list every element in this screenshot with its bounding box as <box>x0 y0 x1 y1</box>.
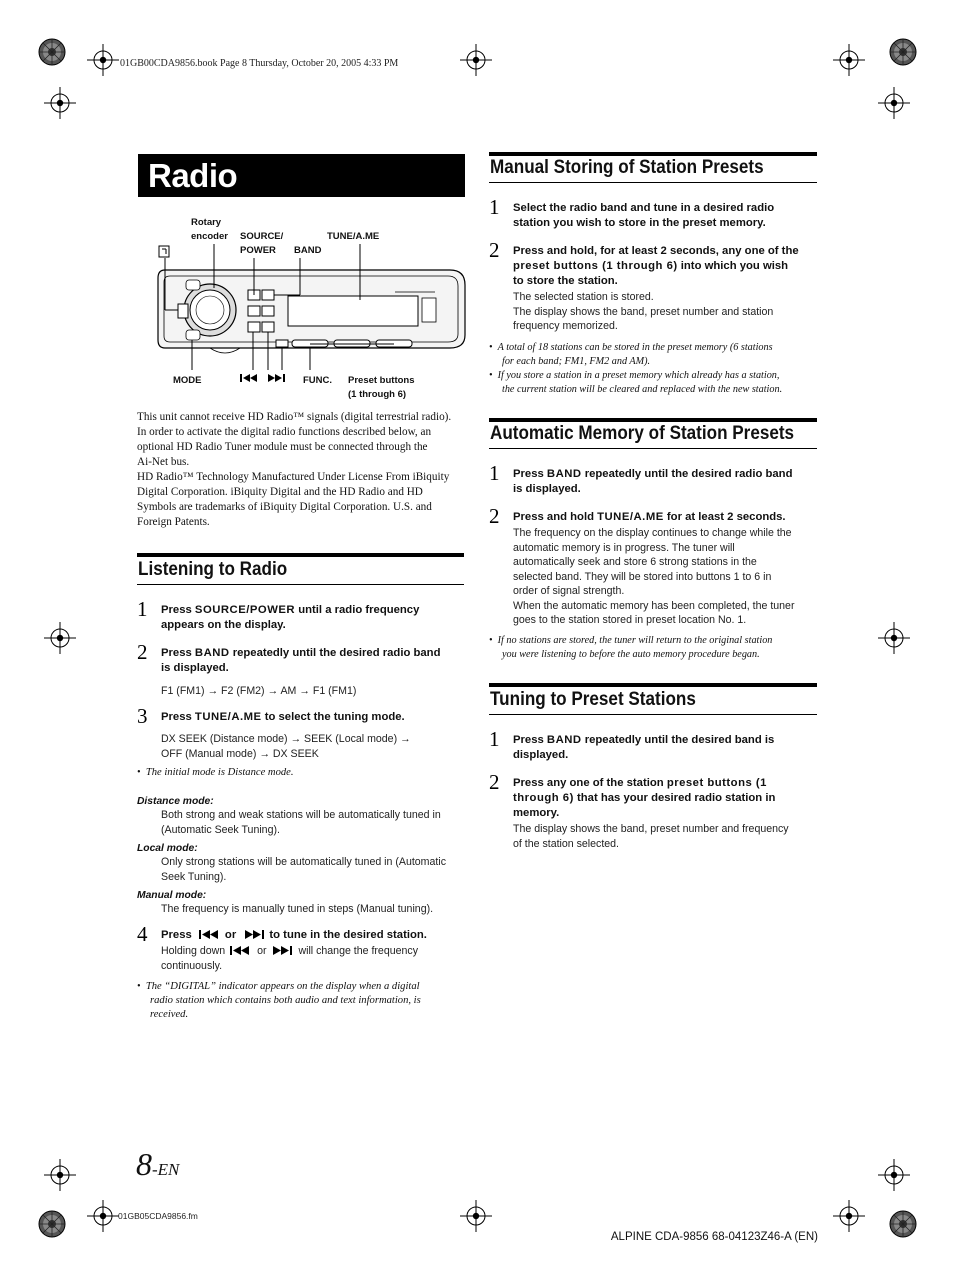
step-number: 1 <box>489 461 500 485</box>
rule-top-listening <box>137 553 464 557</box>
seek-forward-icon <box>243 930 265 939</box>
step-text: Press and hold, for at least 2 seconds, any one of the preset buttons (1 through 6) into which you wish to store the station. <box>513 245 799 287</box>
step-text: Select the radio band and tune in a desired radio station you wish to store in the preset memory. <box>513 202 775 229</box>
label-tune: TUNE/A.ME <box>327 231 380 242</box>
local-mode-label: Local mode: <box>137 843 198 854</box>
step-number: 1 <box>489 195 500 219</box>
distance-mode-label: Distance mode: <box>137 796 214 807</box>
seek-back-icon <box>240 374 257 382</box>
open-icon <box>159 246 169 257</box>
auto-note: • If no stations are stored, the tuner will return to the original station you were listening to before the auto memory procedure began. <box>489 635 773 660</box>
step-text: Press TUNE/A.ME to select the tuning mode. <box>161 711 405 723</box>
rule-bottom-manual <box>489 182 817 183</box>
seek-back-icon <box>230 946 252 955</box>
label-band: BAND <box>294 245 322 256</box>
footer-filename: 01GB05CDA9856.fm <box>118 1211 198 1221</box>
label-power: POWER <box>240 245 276 256</box>
label-mode: MODE <box>173 375 202 386</box>
seek-forward-icon <box>268 374 285 382</box>
label-preset: Preset buttons <box>348 375 415 386</box>
distance-mode-text: Both strong and weak stations will be automatically tuned in (Automatic Seek Tuning). <box>161 809 441 836</box>
section-title-auto: Automatic Memory of Station Presets <box>490 423 795 444</box>
manual-mode-label: Manual mode: <box>137 890 207 901</box>
section-title-listening: Listening to Radio <box>138 559 288 580</box>
digital-note: • The “DIGITAL” indicator appears on the display when a digital radio station which contains both audio and text information, is received. <box>137 981 421 1020</box>
head-unit-diagram <box>150 240 470 390</box>
step-text: Press and hold TUNE/A.ME for at least 2 seconds. <box>513 511 786 523</box>
rule-bottom-tuning <box>489 714 817 715</box>
page-number: 8-EN <box>136 1146 180 1182</box>
step-number: 2 <box>489 238 500 262</box>
step-text: Press any one of the station preset buttons (1 through 6) that has your desired radio station in memory. <box>513 777 776 819</box>
seek-back-icon <box>199 930 221 939</box>
label-func: FUNC. <box>303 375 333 386</box>
wheel-mark-tl <box>39 39 65 65</box>
tuning-sequence: DX SEEK (Distance mode) → SEEK (Local mode) → OFF (Manual mode) → DX SEEK <box>161 733 411 760</box>
label-source: SOURCE/ <box>240 231 284 242</box>
intro-paragraph: This unit cannot receive HD Radio™ signals (digital terrestrial radio). In order to activate the digital radio functions described below, an optional HD Radio Tuner module must be connected through the Ai-Net bus. HD Radio™ Technology Manufactured Under License From iBiquity Digital Corporation. iBiquity Digital and the HD Radio and HD Symbols are trademarks of iBiquity Digital Corporation. U.S. and Foreign Patents. <box>137 411 452 528</box>
step-text: Press BAND repeatedly until the desired band is displayed. <box>513 734 775 761</box>
note: • The initial mode is Distance mode. <box>137 767 294 778</box>
step-number: 4 <box>137 922 148 946</box>
step-number: 1 <box>137 597 148 621</box>
step-text: Press BAND repeatedly until the desired radio band is displayed. <box>161 647 441 674</box>
manual-notes: • A total of 18 stations can be stored in the preset memory (6 stations for each band; FM1, FM2 and AM). • If you store a station in a preset memory which already has a station, the current station will be cleared and replaced with the new station. <box>489 342 783 395</box>
step-text: Press SOURCE/POWER until a radio frequency appears on the display. <box>161 604 420 631</box>
rule-bottom-auto <box>489 448 817 449</box>
step-number: 2 <box>489 504 500 528</box>
step-4-body: Holding down or will change the frequency continuously. <box>161 945 418 972</box>
section-title-tuning: Tuning to Preset Stations <box>490 689 696 710</box>
step-number: 2 <box>489 770 500 794</box>
step-text: Press or to tune in the desired station. <box>161 929 427 941</box>
step-number: 2 <box>137 640 148 664</box>
step-2-body: The selected station is stored. The display shows the band, preset number and station frequency memorized. <box>513 291 774 332</box>
label-rotary: Rotary <box>191 217 222 228</box>
page-title: Radio <box>138 154 465 197</box>
step-number: 3 <box>137 704 148 728</box>
local-mode-text: Only strong stations will be automatically tuned in (Automatic Seek Tuning). <box>161 856 446 883</box>
rule-top-manual <box>489 152 817 156</box>
section-title-manual: Manual Storing of Station Presets <box>490 157 764 178</box>
rule-bottom-listening <box>137 584 464 585</box>
label-encoder: encoder <box>191 231 228 242</box>
auto-memory-body: The frequency on the display continues to change while the automatic memory is in progress. The tuner will automatically seek and store 6 strong stations in the selected band. They will be stored into buttons 1 to 6 in order of signal strength. When the automatic memory has been completed, the tuner goes to the station stored in preset location No. 1. <box>513 527 795 626</box>
step-text: Press BAND repeatedly until the desired radio band is displayed. <box>513 468 793 495</box>
step-number: 1 <box>489 727 500 751</box>
rule-top-tuning <box>489 683 817 687</box>
band-sequence: F1 (FM1) → F2 (FM2) → AM → F1 (FM1) <box>161 685 357 697</box>
seek-forward-icon <box>271 946 293 955</box>
manual-mode-text: The frequency is manually tuned in steps (Manual tuning). <box>161 903 434 915</box>
label-preset-range: (1 through 6) <box>348 389 407 400</box>
tuning-body: The display shows the band, preset number and frequency of the station selected. <box>513 823 789 850</box>
rule-top-auto <box>489 418 817 422</box>
header-meta: 01GB00CDA9856.book Page 8 Thursday, October 20, 2005 4:33 PM <box>120 58 399 69</box>
footer-model: ALPINE CDA-9856 68-04123Z46-A (EN) <box>610 1231 818 1243</box>
